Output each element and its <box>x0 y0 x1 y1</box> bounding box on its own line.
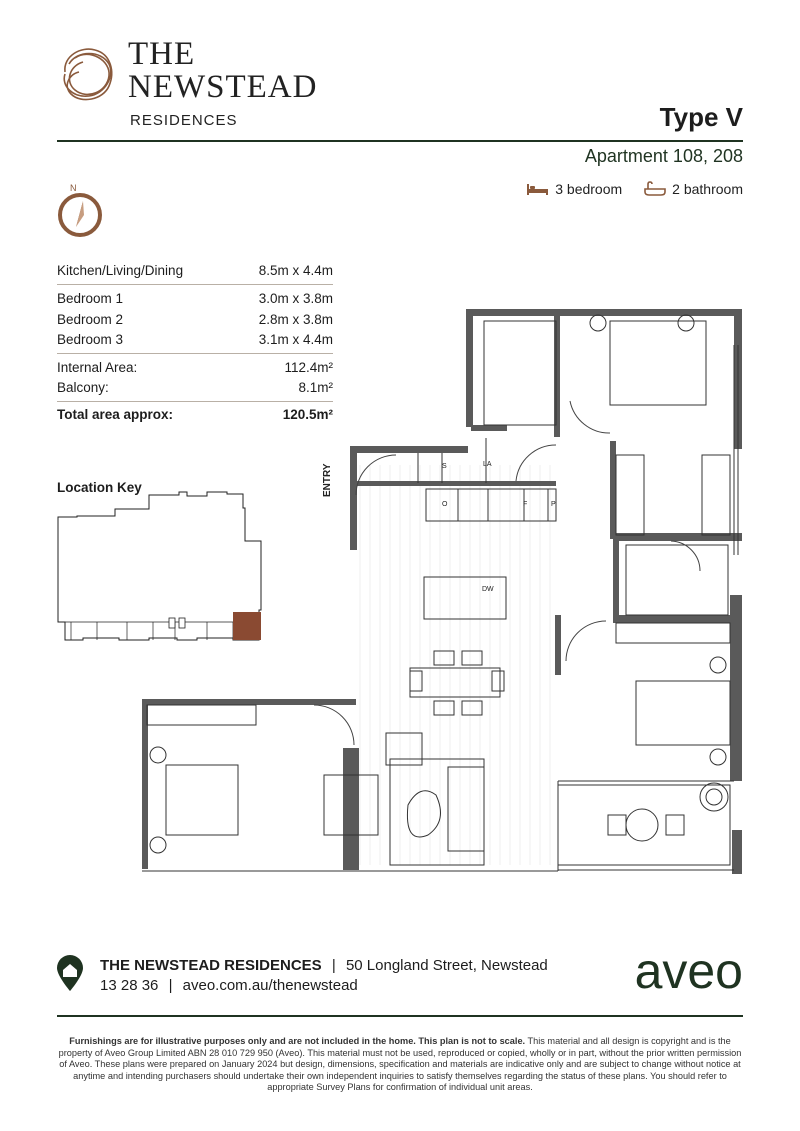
footer-separator: | <box>168 977 173 994</box>
spec-value: 8.5m x 4.4m <box>258 263 333 278</box>
room-summary <box>527 181 743 197</box>
compass-icon <box>57 192 103 238</box>
brand-logo-icon <box>55 42 119 106</box>
bedroom-count: 3 bedroom <box>555 181 623 197</box>
bathroom-count: 2 bathroom <box>672 181 743 197</box>
spec-value: 3.0m x 3.8m <box>258 291 333 306</box>
footer-divider <box>57 1015 743 1017</box>
spec-label: Kitchen/Living/Dining <box>57 263 184 278</box>
spec-row <box>57 263 333 278</box>
header-divider <box>57 140 743 142</box>
bed-icon <box>527 182 549 196</box>
spec-value: 2.8m x 3.8m <box>258 312 333 327</box>
label-store: S <box>442 463 447 470</box>
label-dishwasher: DW <box>482 586 494 593</box>
label-oven: O <box>442 501 448 508</box>
spec-label: Bedroom 3 <box>57 332 124 347</box>
disclaimer-bold: Furnishings are for illustrative purposes only and are not included in the home. This plan is not to scale. <box>69 1036 526 1046</box>
footer-address: 50 Longland Street, Newstead <box>345 957 548 974</box>
disclaimer <box>55 1036 745 1094</box>
label-pantry: P <box>551 501 556 508</box>
footer-name: THE NEWSTEAD RESIDENCES <box>100 957 322 974</box>
disclaimer-text: This material and all design is copyright and is the property of Aveo Group Limited ABN 28 010 729 950 (Aveo). This material must not be used, reproduced or copied, wholly or in part, without the prior written permission of Aveo. These plans were prepared on January 2024 but design, dimensions, specification and materials are indicative only and are subject to change without notice at anytime and intending purchasers should undertake their own independent inquiries to satisfy themselves regarding the status of these plans. You should refer to appropriate Survey Plans for confirmation of individual unit areas. <box>58 1036 742 1093</box>
spec-label: Total area approx: <box>57 407 174 422</box>
brand-line-1: THE <box>128 36 196 72</box>
footer-contact-line <box>100 977 358 994</box>
aveo-logo: aveo <box>634 943 743 999</box>
label-fridge: F <box>523 501 528 508</box>
apartment-title: Apartment 108, 208 <box>584 146 743 166</box>
footer-website[interactable]: aveo.com.au/thenewstead <box>182 977 358 994</box>
spec-label: Balcony: <box>57 380 109 395</box>
svg-text:ENTRY: ENTRY <box>322 463 333 497</box>
spec-label: Bedroom 1 <box>57 291 124 306</box>
footer-phone: 13 28 36 <box>100 977 159 994</box>
spec-row <box>57 291 333 306</box>
spec-divider <box>57 284 333 285</box>
bath-icon <box>644 181 666 197</box>
label-laundry: LA <box>483 461 492 468</box>
spec-label: Internal Area: <box>57 360 138 375</box>
spec-value: 120.5m² <box>282 407 333 422</box>
location-pin-icon <box>55 954 85 992</box>
location-key-title: Location Key <box>57 480 142 495</box>
spec-value: 8.1m² <box>298 380 333 395</box>
spec-value: 112.4m² <box>284 360 333 375</box>
brand-subtitle: RESIDENCES <box>130 112 238 129</box>
footer-address-line <box>100 957 548 974</box>
type-title: Type V <box>659 102 743 132</box>
floor-plan <box>138 305 748 878</box>
brand-line-2: NEWSTEAD <box>128 69 318 105</box>
spec-label: Bedroom 2 <box>57 312 124 327</box>
compass-north-label: N <box>70 183 77 193</box>
brand-wordmark <box>128 38 317 104</box>
footer-separator: | <box>331 957 336 974</box>
spec-value: 3.1m x 4.4m <box>258 332 333 347</box>
